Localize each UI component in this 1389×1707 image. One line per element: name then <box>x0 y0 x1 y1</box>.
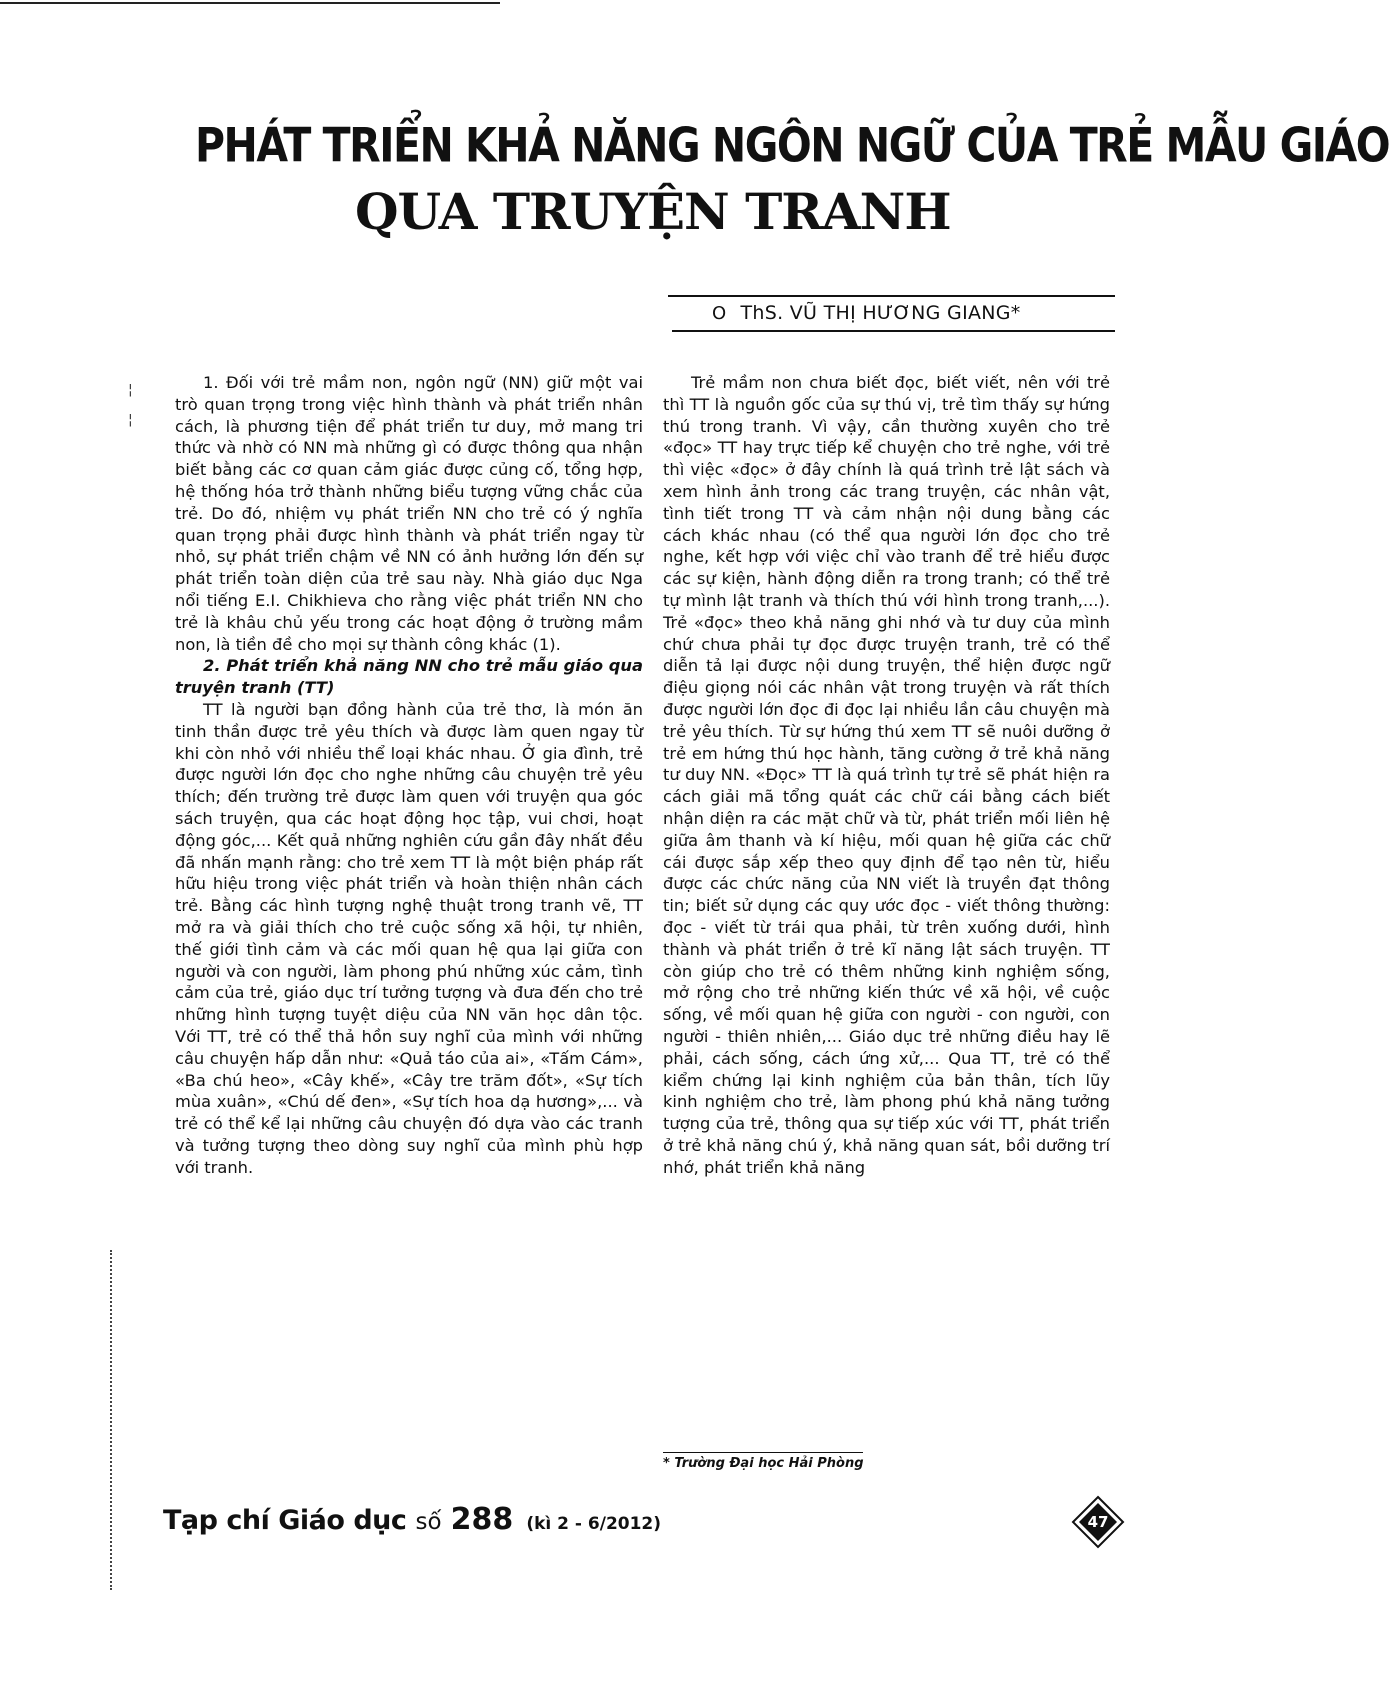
margin-mark: ¦ <box>128 382 133 398</box>
left-column <box>175 372 643 1178</box>
margin-mark: ¦ <box>128 412 133 428</box>
article-title-line2: QUA TRUYỆN TRANH <box>355 182 951 241</box>
paragraph: 1. Đối với trẻ mầm non, ngôn ngữ (NN) giữ một vai trò quan trọng trong việc hình thành và phát triển nhân cách, là phương tiện để phát triển tư duy, mở mang tri thức và nhờ có NN mà những gì có được thông qua nhận biết bằng các cơ quan cảm giác được củng cố, tổng hợp, hệ thống hóa trở thành những biểu tượng vững chắc của trẻ. Do đó, nhiệm vụ phát triển NN cho trẻ có ý nghĩa quan trọng phải được hình thành và phát triển ngay từ nhỏ, sự phát triển chậm về NN có ảnh hưởng lớn đến sự phát triển toàn diện của trẻ sau này. Nhà giáo dục Nga nổi tiếng E.I. Chikhieva cho rằng việc phát triển NN cho trẻ là khâu chủ yếu trong các hoạt động ở trường mầm non, là tiền đề cho mọi sự thành công khác (1). <box>175 373 643 654</box>
author-rule-top <box>668 295 1115 297</box>
paragraph: Trẻ mầm non chưa biết đọc, biết viết, nên với trẻ thì TT là nguồn gốc của sự thú vị, trẻ tìm thấy sự hứng thú trong tranh. Vì vậy, cần thường xuyên cho trẻ «đọc» TT hay trực tiếp kể chuyện cho trẻ nghe, với trẻ thì việc «đọc» ở đây chính là quá trình trẻ lật sách và xem hình ảnh trong các trang truyện, các nhân vật, tình tiết trong TT và cảm nhận nội dung bằng các cách khác nhau (có thể qua người lớn đọc cho trẻ nghe, kết hợp với việc chỉ vào tranh để trẻ hiểu được các sự kiện, hành động diễn ra trong tranh; có thể trẻ tự mình lật tranh và thích thú với hình trong tranh,...). Trẻ «đọc» theo khả năng ghi nhớ và tư duy của mình chứ chưa phải tự đọc được truyện tranh, trẻ có thể diễn tả lại được nội dung truyện, thể hiện được ngữ điệu giọng nói các nhân vật trong truyện và rất thích được người lớn đọc đi đọc lại nhiều lần câu chuyện mà trẻ yêu thích. Từ sự hứng thú xem TT sẽ nuôi dưỡng ở trẻ em hứng thú học hành, tăng cường ở trẻ khả năng tư duy NN. «Đọc» TT là quá trình tự trẻ sẽ phát hiện ra cách giải mã tổng quát các chữ cái bằng cách biết nhận diện ra các mặt chữ và từ, phát triển mối liên hệ giữa âm thanh và kí hiệu, mối quan hệ giữa các chữ cái được sắp xếp theo quy định để tạo nên từ, hiểu được các chức năng của NN viết là truyền đạt thông tin; biết sử dụng các quy ước đọc - viết thông thường: đọc - viết từ trái qua phải, từ trên xuống dưới, hình thành và phát triển ở trẻ kĩ năng lật sách truyện. TT còn giúp cho trẻ có thêm những kinh nghiệm sống, mở rộng cho trẻ những kiến thức về xã hội, về cuộc sống, về mối quan hệ giữa con người - con người, con người - thiên nhiên,... Giáo dục trẻ những điều hay lẽ phải, cách sống, cách ứng xử,... Qua TT, trẻ có thể kiểm chứng lại kinh nghiệm của bản thân, tích lũy kinh nghiệm cho trẻ, làm phong phú khả năng tưởng tượng của trẻ, thông qua sự tiếp xúc với TT, phát triển ở trẻ khả năng chú ý, khả năng quan sát, bồi dưỡng trí nhớ, phát triển khả năng <box>663 373 1110 1177</box>
page-number-badge <box>1072 1496 1124 1548</box>
issue-detail: (kì 2 - 6/2012) <box>526 1514 662 1534</box>
top-rule <box>0 2 500 4</box>
scan-edge-line <box>110 1250 112 1590</box>
author-name: ThS. VŨ THỊ HƯƠNG GIANG* <box>740 302 1021 324</box>
issue-label: số <box>415 1509 442 1535</box>
margin-marks <box>128 375 133 435</box>
footnote: * Trường Đại học Hải Phòng <box>663 1456 864 1471</box>
page-number: 47 <box>1087 1513 1109 1531</box>
right-column <box>663 372 1110 1178</box>
author-byline <box>712 302 1021 324</box>
section-heading: 2. Phát triển khả năng NN cho trẻ mẫu giáo qua truyện tranh (TT) <box>175 656 643 698</box>
author-circle-icon: O <box>712 303 727 324</box>
journal-footer <box>163 1502 661 1537</box>
author-rule-bottom <box>672 330 1115 332</box>
article-title-line1: PHÁT TRIỂN KHẢ NĂNG NGÔN NGỮ CỦA TRẺ MẪU GIÁO <box>195 118 1389 174</box>
footnote-rule <box>663 1452 863 1453</box>
issue-number: 288 <box>450 1502 514 1537</box>
journal-name: Tạp chí Giáo dục <box>163 1505 407 1536</box>
paragraph: TT là người bạn đồng hành của trẻ thơ, là món ăn tinh thần được trẻ yêu thích và được làm quen ngay từ khi còn nhỏ với nhiều thể loại khác nhau. Ở gia đình, trẻ được người lớn đọc cho nghe những câu chuyện trẻ yêu thích; đến trường trẻ được làm quen với truyện qua góc sách truyện, qua các hoạt động học tập, vui chơi, hoạt động góc,... Kết quả những nghiên cứu gần đây nhất đều đã nhấn mạnh rằng: cho trẻ xem TT là một biện pháp rất hữu hiệu trong việc phát triển và hoàn thiện nhân cách trẻ. Bằng các hình tượng nghệ thuật trong tranh vẽ, TT mở ra và giải thích cho trẻ cuộc sống xã hội, tự nhiên, thế giới tình cảm và các mối quan hệ qua lại giữa con người và con người, làm phong phú những xúc cảm, tình cảm của trẻ, giáo dục trí tưởng tượng và đưa đến cho trẻ những hình tượng tuyệt diệu của NN văn học dân tộc. Với TT, trẻ có thể thả hồn suy nghĩ của mình với những câu chuyện hấp dẫn như: «Quả táo của ai», «Tấm Cám», «Ba chú heo», «Cây khế», «Cây tre trăm đốt», «Sự tích mùa xuân», «Chú dế đen», «Sự tích hoa dạ hương»,... và trẻ có thể kể lại những câu chuyện đó dựa vào các tranh và tưởng tượng theo dòng suy nghĩ của mình phù hợp với tranh. <box>175 699 643 1177</box>
